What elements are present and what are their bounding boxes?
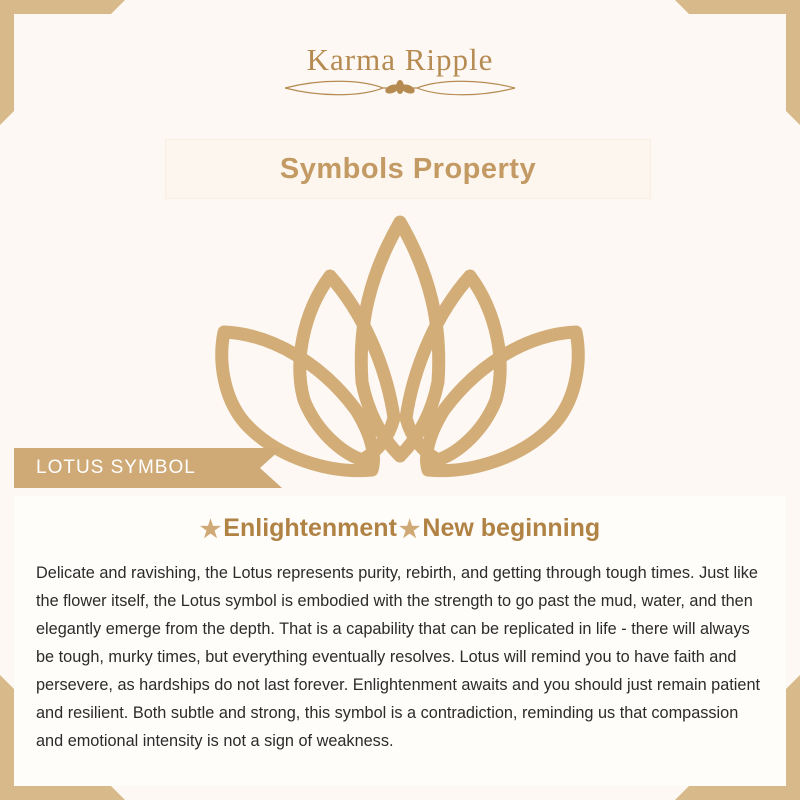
content-panel — [14, 496, 786, 786]
ribbon-tail — [260, 448, 282, 488]
page-title: Symbols Property — [279, 152, 537, 185]
title-band — [166, 140, 650, 198]
poster-inner-panel — [14, 14, 786, 786]
section-headline — [36, 514, 764, 543]
description-paragraph: Delicate and ravishing, the Lotus represents purity, rebirth, and getting through tough times. Just like the flower itself, the Lotus symbol is embodied with the strength to go past the mud, water, and then elegantly emerge from the depth. That is a capability that can be replicated in life - there will always be tough, murky times, but everything eventually resolves. Lotus will remind you to have faith and persevere, as hardships do not last forever. Enlightenment awaits and you should just remain patient and resilient. Both subtle and strong, this symbol is a contradiction, reminding us that compassion and emotional intensity is not a sign of weakness. — [36, 564, 761, 751]
headline-part-one: Enlightenment — [223, 514, 397, 542]
star-icon-left: ★ — [199, 515, 222, 543]
headline-part-two: New beginning — [422, 514, 601, 542]
brand-name: Karma Ripple — [306, 42, 494, 77]
section-ribbon — [14, 448, 260, 488]
brand-logo — [14, 44, 786, 99]
lotus-flourish-icon — [275, 77, 525, 99]
ribbon-label: LOTUS SYMBOL — [36, 457, 196, 478]
star-icon-middle: ★ — [398, 515, 421, 543]
